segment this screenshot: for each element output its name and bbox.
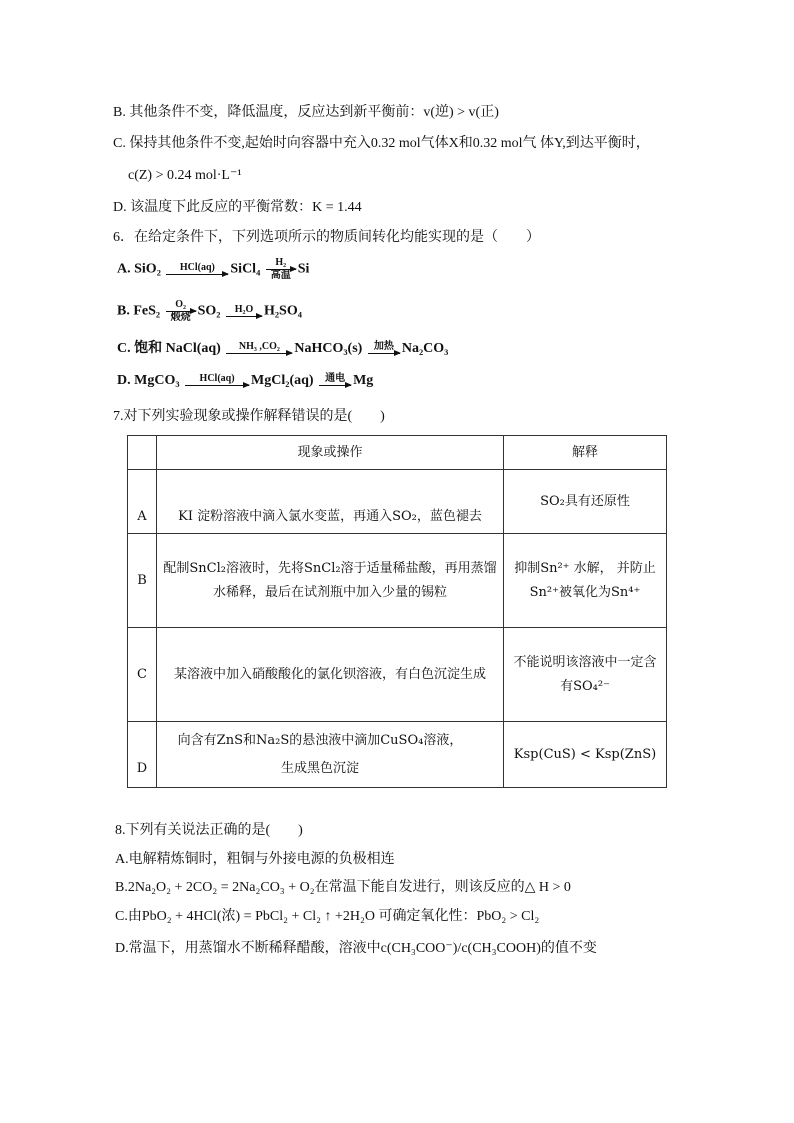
option-label: D. bbox=[117, 373, 135, 388]
intermediate: SiCl₄ bbox=[230, 261, 261, 277]
reaction-arrow bbox=[185, 374, 249, 387]
header-phenomenon: 现象或操作 bbox=[157, 436, 504, 470]
arrow-condition-bottom: 高温 bbox=[270, 270, 291, 281]
arrow-condition-top: 加热 bbox=[373, 341, 394, 353]
reaction-arrow bbox=[166, 300, 196, 323]
q6-option-b bbox=[117, 300, 302, 323]
header-blank bbox=[128, 436, 157, 470]
q8-option-b: B.2Na₂O₂ + 2CO₂ = 2Na₂CO₃ + O₂在常温下能自发进行，则该反应的△ H > 0 bbox=[115, 880, 571, 895]
intermediate: SO₂ bbox=[197, 303, 221, 319]
reactant: FeS₂ bbox=[133, 303, 161, 319]
arrow-condition-top: 通电 bbox=[325, 373, 346, 385]
q8-option-c: C.由PbO₂ + 4HCl(浓) = PbCl₂ + Cl₂ ↑ +2H₂O 可确定氧化性：PbO₂ > Cl₂ bbox=[115, 909, 540, 924]
q8-option-d: D.常温下，用蒸馏水不断稀释醋酸，溶液中c(CH₃COO⁻)/c(CH₃COOH)的值不变 bbox=[115, 941, 597, 956]
option-label: C. bbox=[117, 341, 135, 356]
arrow-condition-top: HCl(aq) bbox=[179, 262, 215, 273]
product: Na₂CO₃ bbox=[401, 341, 449, 356]
q5-option-c-line2: c(Z) > 0.24 mol·L⁻¹ bbox=[128, 168, 242, 183]
reactant: SiO₂ bbox=[134, 261, 161, 277]
q6-option-d bbox=[117, 372, 373, 390]
arrow-condition-top: H₂O bbox=[234, 304, 254, 315]
row-phenomenon: KI 淀粉溶液中滴入氯水变蓝，再通入SO₂，蓝色褪去 bbox=[157, 470, 504, 534]
table-header-row bbox=[128, 436, 667, 470]
row-id: C bbox=[128, 628, 157, 722]
option-label: B. bbox=[117, 303, 134, 319]
reaction-arrow bbox=[226, 305, 262, 318]
row-id: D bbox=[128, 722, 157, 788]
table-row bbox=[128, 470, 667, 534]
q8-stem: 8.下列有关说法正确的是( ) bbox=[115, 823, 303, 838]
q5-option-b: B. 其他条件不变，降低温度，反应达到新平衡前：v(逆) > v(正) bbox=[113, 105, 499, 120]
product: Si bbox=[297, 261, 310, 277]
row-phenomenon: 配制SnCl₂溶液时，先将SnCl₂溶于适量稀盐酸，再用蒸馏水稀释，最后在试剂瓶中加入少量的锡粒 bbox=[157, 534, 504, 628]
option-label: A. bbox=[117, 261, 135, 277]
reactant: MgCO₃ bbox=[134, 373, 180, 388]
arrow-condition-top: HCl(aq) bbox=[199, 373, 235, 385]
q6-stem: 6．在给定条件下，下列选项所示的物质间转化均能实现的是（ ） bbox=[113, 230, 540, 245]
reaction-arrow bbox=[368, 342, 400, 355]
arrow-condition-top: H₂ bbox=[275, 257, 287, 268]
row-explanation: 不能说明该溶液中一定含有SO₄²⁻ bbox=[504, 628, 667, 722]
table-row bbox=[128, 534, 667, 628]
row-explanation: SO₂具有还原性 bbox=[504, 470, 667, 534]
table-row bbox=[128, 722, 667, 788]
reactant: 饱和 NaCl(aq) bbox=[134, 341, 221, 356]
q7-stem: 7.对下列实验现象或操作解释错误的是( ) bbox=[113, 409, 385, 424]
q6-option-c bbox=[117, 340, 448, 358]
row-phenomenon: 某溶液中加入硝酸酸化的氯化钡溶液，有白色沉淀生成 bbox=[157, 628, 504, 722]
product: H₂SO₄ bbox=[263, 303, 302, 319]
row-explanation: Ksp(CuS) < Ksp(ZnS) bbox=[504, 722, 667, 788]
arrow-condition-top: O₂ bbox=[175, 299, 186, 310]
q7-table bbox=[127, 435, 667, 788]
arrow-condition-top: NH₃ ,CO₂ bbox=[238, 341, 280, 353]
reaction-arrow bbox=[166, 263, 228, 276]
q5-option-d: D. 该温度下此反应的平衡常数：K = 1.44 bbox=[113, 200, 362, 215]
row-phenomenon: 向含有ZnS和Na₂S的悬浊液中滴加CuSO₄溶液，生成黑色沉淀 bbox=[157, 722, 504, 788]
reaction-arrow bbox=[319, 374, 351, 387]
product: Mg bbox=[353, 373, 374, 388]
row-explanation: 抑制Sn²⁺ 水解， 并防止Sn²⁺被氧化为Sn⁴⁺ bbox=[504, 534, 667, 628]
reaction-arrow bbox=[226, 342, 292, 355]
q5-option-c-line1: C. 保持其他条件不变,起始时向容器中充入0.32 mol气体X和0.32 mol气 体Y,到达平衡时， bbox=[113, 136, 650, 151]
row-id: B bbox=[128, 534, 157, 628]
arrow-condition-bottom: 煅烧 bbox=[170, 312, 191, 323]
header-explanation: 解释 bbox=[504, 436, 667, 470]
intermediate: MgCl₂(aq) bbox=[251, 373, 314, 388]
intermediate: NaHCO₃(s) bbox=[294, 341, 363, 356]
row-id: A bbox=[128, 470, 157, 534]
q8-option-a: A.电解精炼铜时，粗铜与外接电源的负极相连 bbox=[115, 852, 395, 867]
table-row bbox=[128, 628, 667, 722]
reaction-arrow bbox=[266, 258, 296, 281]
q6-option-a bbox=[117, 258, 309, 281]
